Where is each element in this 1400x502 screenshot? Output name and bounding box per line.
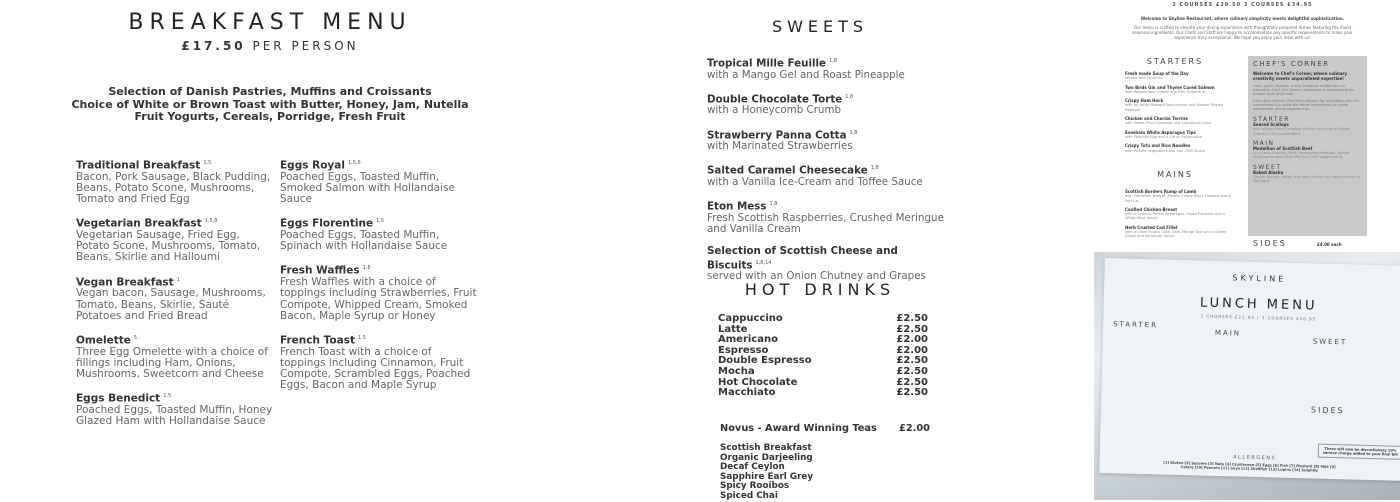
menu-item bbox=[280, 333, 480, 392]
allergen-codes: 1,5 bbox=[357, 334, 366, 341]
allergen-codes: 1,8 bbox=[870, 165, 879, 172]
teas-list bbox=[720, 444, 813, 502]
price-suffix: PER PERSON bbox=[252, 39, 359, 53]
item-title: Double Chocolate Torte bbox=[707, 93, 843, 106]
item-description: Three Egg Omelette with a choice of fillings including Ham, Onions, Mushrooms, Sweetcorn and Cheese bbox=[76, 345, 268, 381]
allergen-codes: 1,5 bbox=[376, 218, 385, 225]
sweets-list bbox=[707, 56, 957, 293]
drinks-list bbox=[718, 314, 928, 399]
item-description: Fresh Scottish Raspberries, Crushed Meringue and Vanilla Cream bbox=[707, 211, 944, 236]
tea-item: Spicy Rooibos bbox=[720, 481, 790, 492]
item-title: Tropical Mille Feuille bbox=[707, 57, 827, 70]
allergen-codes: 1,8 bbox=[849, 129, 858, 136]
dish-name: Evesham White Asparagus Tips bbox=[1125, 129, 1196, 135]
lunch-allergens-title: ALLERGENS bbox=[1233, 454, 1277, 462]
item-title: Selection of Scottish Cheese and Biscuits bbox=[707, 245, 898, 271]
item-name bbox=[707, 163, 957, 177]
menu-item bbox=[707, 246, 957, 282]
menu-item bbox=[707, 92, 957, 117]
item-description: with Marinated Strawberries bbox=[707, 140, 853, 153]
item-name bbox=[76, 333, 276, 347]
item-title: Omelette bbox=[76, 334, 131, 347]
chef-main-title: MAIN bbox=[1253, 139, 1275, 147]
allergen-codes: 1,5 bbox=[203, 160, 212, 166]
item-description: with a Mango Gel and Roast Pineapple bbox=[707, 68, 905, 81]
drink-name: Cappuccino bbox=[718, 313, 783, 324]
item-title: Vegan Breakfast bbox=[76, 276, 174, 289]
drink-name: Macchiato bbox=[718, 387, 776, 399]
item-title: Eggs Benedict bbox=[76, 392, 161, 405]
breakfast-column-left bbox=[76, 158, 276, 438]
sweets-title: SWEETS bbox=[771, 17, 869, 36]
drink-name: Double Espresso bbox=[718, 355, 812, 367]
dish-name: Crispy Ham Hock bbox=[1125, 98, 1164, 104]
chef-p1: Here, you'll discover menu creations crafted by our Executive Chef, Jim Corner, dedicated to showcasing his unique style and taste. bbox=[1253, 84, 1355, 96]
dish-desc: Vanilla Sponge, Mixed Fruit and Vanilla Ice-Cream coated in Meringue bbox=[1253, 175, 1360, 184]
mains-list bbox=[1125, 190, 1235, 244]
teas-header bbox=[720, 423, 930, 434]
chef-p2: Each dish reflects Chef Jim's passion for innovation and his commitment to using the finest ingredients to create memorable dining experiences. bbox=[1253, 99, 1359, 111]
item-description: with a Honeycomb Crumb bbox=[707, 104, 842, 117]
item-description: Vegetarian Sausage, Fried Egg, Potato Scone, Mushrooms, Tomato, Beans, Skirlie and Halloumi bbox=[76, 229, 261, 264]
menu-item bbox=[707, 56, 957, 81]
chef-welcome: Welcome to Chef's Corner, where culinary creativity meets unparalleled expertise! bbox=[1253, 71, 1347, 81]
starters-title: STARTERS bbox=[1146, 57, 1204, 66]
item-title: Strawberry Panna Cotta bbox=[707, 129, 847, 142]
intro-line: Fruit Yogurts, Cereals, Porridge, Fresh Fruit bbox=[134, 110, 406, 123]
hot-drinks-title: HOT DRINKS bbox=[744, 280, 896, 299]
allergen-codes: 5 bbox=[133, 334, 138, 341]
dinner-menu bbox=[1110, 0, 1375, 250]
drink-name: Espresso bbox=[718, 344, 769, 356]
menu-item bbox=[707, 128, 957, 153]
mains-title: MAINS bbox=[1157, 170, 1193, 179]
menu-item bbox=[280, 158, 480, 205]
dish-desc: with Parmesan Risotto, Morels, Crispy Black Pudding and a Port Jus bbox=[1125, 194, 1231, 203]
dish-desc: with a Celeriac Puree, Asparagus, Saute Potatoes and a White Wine Sauce bbox=[1125, 212, 1225, 221]
dish-desc: with a Baby Black Pudding, Saffron Sauce and Pickled Carrots (+£3 supplement) bbox=[1253, 127, 1350, 136]
breakfast-column-right bbox=[280, 158, 480, 402]
item-description: Vegan bacon, Sausage, Mushrooms, Tomato, Beans, Skirlie, Sauté Potatoes and Fried Bread bbox=[76, 287, 266, 322]
item-name bbox=[76, 158, 276, 172]
lunch-allergens: [1] Gluten [2] Sesame [3] Nuts [4] Crustacean [5] Eggs [6] Fish [7] Mustard [8] Milk [9] Celery [10] Peanuts [11] Soya [12] Shellfish [13] Lupins [14] Sulphite bbox=[1163, 460, 1336, 473]
item-title: Eggs Royal bbox=[280, 159, 345, 172]
drink-name: Latte bbox=[718, 323, 748, 335]
dish-desc: with a Chive Potato Cake, Kale, Mange Tout and a Green Grape and Vermouth Sauce bbox=[1125, 230, 1227, 239]
price-value: £17.50 bbox=[181, 39, 246, 53]
dish-desc: with an Arran Mustard Mayonnaise and Golden Pickled Beetroot bbox=[1125, 103, 1224, 112]
drink-row bbox=[718, 367, 928, 378]
item-description: Bacon, Pork Sausage, Black Pudding, Beans, Potato Scone, Mushrooms, Tomato and Fried Egg bbox=[76, 170, 271, 206]
starters-list bbox=[1125, 72, 1235, 158]
drink-price: £2.00 bbox=[896, 334, 928, 346]
lunch-brand: SKYLINE bbox=[1232, 273, 1287, 284]
allergen-codes: 1,5 bbox=[163, 393, 172, 400]
teas-label: Novus - Award Winning Teas bbox=[720, 423, 877, 434]
item-name bbox=[76, 216, 276, 230]
lunch-service-note: There will now be discretionary 10% service charge added to your final bill bbox=[1318, 444, 1400, 460]
allergen-codes: 1,8,14 bbox=[755, 259, 772, 266]
tea-item: Scottish Breakfast bbox=[720, 443, 812, 453]
dish-desc: on a Herb Crouton, Pâté, Parmentier Potatoes, Turned Mushrooms and a Rich Port Jus (+£5 supplement) bbox=[1253, 151, 1350, 160]
menu-item bbox=[76, 333, 276, 380]
item-name bbox=[76, 275, 276, 289]
dinner-welcome: Welcome to Skyline Restaurant, where culinary simplicity meets delightful sophistication. bbox=[1140, 16, 1345, 21]
dish bbox=[1125, 208, 1235, 221]
item-description: Poached Eggs, Toasted Muffin, Spinach with Hollandaise Sauce bbox=[280, 229, 448, 253]
item-name bbox=[280, 158, 480, 172]
tea-item: Sapphire Earl Grey bbox=[720, 471, 814, 482]
dish bbox=[1125, 86, 1235, 95]
item-description: Fresh Waffles with a choice of toppings including Strawberries, Fruit Compote, Whipped Cream, Smoked Bacon, Maple Syrup or Honey bbox=[280, 276, 477, 322]
tea-item: Decaf Ceylon bbox=[720, 462, 785, 473]
drink-name: Mocha bbox=[718, 365, 755, 377]
allergen-codes: 1,5,8 bbox=[204, 218, 218, 225]
allergen-codes: 1 bbox=[176, 276, 180, 283]
item-name bbox=[280, 333, 480, 347]
dish-name: Medallion of Scottish Beef bbox=[1253, 145, 1313, 151]
menu-item bbox=[76, 275, 276, 322]
drink-row bbox=[718, 314, 928, 325]
lunch-sides: SIDES bbox=[1310, 405, 1345, 416]
menu-item bbox=[280, 216, 480, 252]
lunch-menu-photo bbox=[1094, 252, 1400, 500]
item-name bbox=[280, 216, 480, 230]
allergen-codes: 1,8 bbox=[845, 93, 854, 100]
drink-price: £2.50 bbox=[896, 323, 928, 335]
item-description: French Toast with a choice of toppings including Cinnamon, Fruit Compote, Scrambled Eggs, Poached Eggs, Bacon and Maple Syrup bbox=[280, 345, 471, 392]
dish-name: Baked Alaska bbox=[1253, 169, 1284, 175]
dish-desc: served with Focaccia bbox=[1125, 76, 1163, 81]
dish-desc: with Wasabi Sour Cream and Pink Grapefruit bbox=[1125, 89, 1206, 94]
dish bbox=[1125, 226, 1235, 239]
chef-starter-title: STARTER bbox=[1253, 116, 1290, 123]
drink-price: £2.50 bbox=[896, 313, 928, 324]
sides-title: SIDES bbox=[1253, 239, 1287, 248]
dish-desc: with Poached Egg and a Citrus Hollandaise bbox=[1125, 134, 1202, 139]
dish-name: Confied Chicken Breast bbox=[1125, 206, 1178, 212]
lunch-main: MAIN bbox=[1214, 328, 1242, 338]
dish bbox=[1125, 190, 1235, 203]
dish-name: Two Birds Gin and Thyme Cured Salmon bbox=[1125, 84, 1215, 90]
item-description: Poached Eggs, Toasted Muffin, Smoked Salmon with Hollandaise Sauce bbox=[280, 170, 455, 206]
item-name bbox=[707, 128, 957, 142]
dish-name: Seared Scallops bbox=[1253, 122, 1289, 127]
chef-sweet-title: SWEET bbox=[1253, 163, 1282, 171]
dish bbox=[1125, 72, 1235, 81]
lunch-courses: 2 COURSES £21.95 | 3 COURSES £26.95 bbox=[1200, 313, 1317, 322]
breakfast-price bbox=[60, 39, 480, 53]
item-title: Vegetarian Breakfast bbox=[76, 217, 202, 230]
allergen-codes: 1,8 bbox=[769, 201, 778, 208]
allergen-codes: 1,5,6 bbox=[347, 160, 361, 166]
dish bbox=[1125, 144, 1235, 153]
item-name bbox=[76, 391, 276, 405]
sides-price: £4.00 each bbox=[1317, 242, 1342, 247]
item-title: Eggs Florentine bbox=[280, 217, 374, 230]
item-description: served with an Onion Chutney and Grapes bbox=[707, 270, 926, 283]
dish-desc: with Pickled Vegetables and Soy Chilli Sauce bbox=[1125, 148, 1206, 153]
allergen-codes: 1,8 bbox=[829, 58, 837, 64]
item-description: with a Vanilla Ice-Cream and Toffee Sauce bbox=[707, 176, 923, 189]
breakfast-intro bbox=[60, 86, 480, 124]
dinner-courses: 2 COURSES £29.50 3 COURSES £34.95 bbox=[1172, 2, 1313, 8]
lunch-starter: STARTER bbox=[1113, 320, 1159, 330]
tea-item: Spiced Chai bbox=[720, 490, 778, 501]
lunch-title: LUNCH MENU bbox=[1199, 295, 1318, 314]
menu-item bbox=[707, 163, 957, 188]
intro-line: Selection of Danish Pastries, Muffins and Croissants bbox=[108, 85, 432, 98]
dish-desc: with Sweet Plum Compote and Sourdough Crisp bbox=[1125, 121, 1212, 126]
drink-price: £2.50 bbox=[896, 365, 928, 377]
dish bbox=[1125, 131, 1235, 140]
drink-row bbox=[718, 388, 928, 399]
drink-name: Hot Chocolate bbox=[718, 376, 798, 388]
chef-title: CHEF'S CORNER bbox=[1253, 60, 1330, 68]
drink-name: Americano bbox=[718, 334, 778, 346]
dish bbox=[1125, 99, 1235, 112]
intro-line: Choice of White or Brown Toast with Butter, Honey, Jam, Nutella bbox=[71, 97, 469, 111]
item-name bbox=[707, 56, 957, 70]
tea-item: Organic Darjeeling bbox=[720, 452, 813, 463]
item-name bbox=[707, 199, 957, 213]
menu-item bbox=[707, 199, 957, 235]
item-title: Traditional Breakfast bbox=[76, 159, 201, 172]
item-title: Salted Caramel Cheesecake bbox=[707, 164, 868, 177]
item-title: Fresh Waffles bbox=[280, 264, 360, 277]
item-description: Poached Eggs, Toasted Muffin, Honey Glazed Ham with Hollandaise Sauce bbox=[76, 403, 273, 428]
lunch-menu-card bbox=[1099, 258, 1400, 481]
item-title: Eton Mess bbox=[707, 200, 767, 213]
drink-price: £2.50 bbox=[896, 355, 928, 367]
drink-price: £2.00 bbox=[896, 344, 928, 356]
lunch-sweet: SWEET bbox=[1312, 337, 1348, 347]
allergen-codes: 1,8 bbox=[362, 265, 371, 272]
dish-name: Herb Crusted Cod Fillet bbox=[1125, 224, 1178, 230]
dish bbox=[1125, 117, 1235, 126]
menu-item bbox=[76, 158, 276, 205]
item-name bbox=[707, 246, 957, 271]
drink-price: £2.50 bbox=[896, 387, 928, 399]
dish-name: Crispy Tofu and Rice Noodles bbox=[1125, 143, 1191, 149]
dish-name: Chicken and Chorizo Terrine bbox=[1125, 116, 1188, 122]
dish-name: Scottish Borders Rump of Lamb bbox=[1125, 189, 1197, 194]
dinner-intro: Our menu is crafted to elevate your dining experience with thoughtfully prepared dishes featuring the finest seasonal ingredients. Our Chefs and Staff are happy to accommodate any specific requirements to make your experience truly exceptional. We hope you enjoy your meal with us! bbox=[1132, 25, 1353, 40]
teas-price: £2.00 bbox=[899, 423, 930, 434]
menu-item bbox=[76, 391, 276, 427]
breakfast-title: BREAKFAST MENU bbox=[128, 10, 412, 35]
item-title: French Toast bbox=[280, 334, 355, 347]
item-name bbox=[280, 263, 480, 277]
menu-item bbox=[76, 216, 276, 263]
menu-item bbox=[280, 263, 480, 322]
item-name bbox=[707, 92, 957, 106]
drink-price: £2.50 bbox=[896, 376, 928, 388]
dish-name: Fresh made Soup of the Day bbox=[1125, 71, 1189, 76]
